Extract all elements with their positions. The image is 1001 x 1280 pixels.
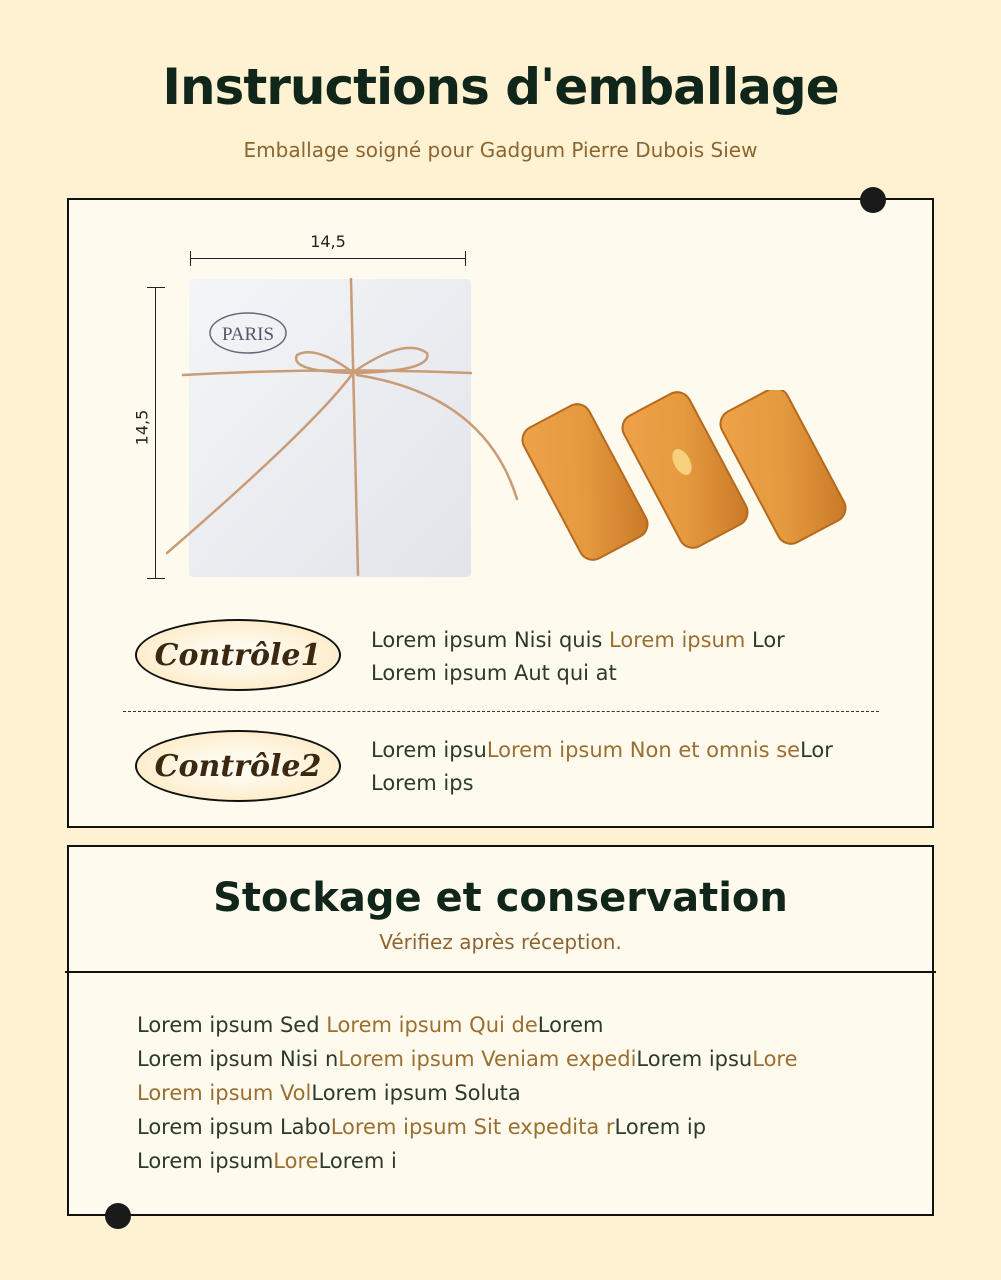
control-2-text <box>371 734 891 800</box>
text-line <box>371 657 891 690</box>
highlight-text: Lorem ipsum Veniam expedi <box>338 1047 637 1071</box>
body-text: Lor <box>800 738 833 762</box>
decorative-dot <box>860 187 886 213</box>
body-text: Lorem ipsum Soluta <box>311 1081 521 1105</box>
body-text: Lorem ipsu <box>371 738 487 762</box>
highlight-text: Lorem ipsum <box>609 628 746 652</box>
highlight-text: Lorem ipsum Sit expedita r <box>330 1115 615 1139</box>
text-line <box>137 1076 897 1110</box>
body-text: Lorem ipsum Nisi quis <box>371 628 610 652</box>
width-dimension-line <box>190 258 466 259</box>
storage-text <box>137 1008 897 1178</box>
body-text: Lorem ipsum <box>137 1149 274 1173</box>
storage-divider <box>65 971 936 973</box>
body-text: Lorem ipsum Sed <box>137 1013 327 1037</box>
body-text: Lorem i <box>318 1149 397 1173</box>
decorative-dot <box>105 1203 131 1229</box>
body-text: Lor <box>745 628 785 652</box>
dashed-divider <box>123 711 879 712</box>
highlight-text: Lore <box>752 1047 798 1071</box>
control-1-text <box>371 624 891 690</box>
text-line <box>371 624 891 657</box>
body-text: Lorem ips <box>371 771 474 795</box>
paris-stamp-text: PARIS <box>221 324 275 345</box>
text-line <box>137 1042 897 1076</box>
body-text: Lorem <box>537 1013 604 1037</box>
width-dimension-label: 14,5 <box>310 232 346 251</box>
body-text: Lorem ipsu <box>636 1047 753 1071</box>
text-line <box>137 1008 897 1042</box>
text-line <box>371 767 891 800</box>
financier-cakes-image <box>520 390 865 570</box>
text-line <box>371 734 891 767</box>
body-text: Lorem ipsum Nisi n <box>137 1047 339 1071</box>
page-title: Instructions d'emballage <box>162 58 839 116</box>
body-text: Lorem ip <box>614 1115 707 1139</box>
highlight-text: Lore <box>273 1149 319 1173</box>
highlight-text: Lorem ipsum Vol <box>137 1081 312 1105</box>
height-dimension-line <box>155 287 156 579</box>
text-line <box>137 1110 897 1144</box>
storage-title: Stockage et conservation <box>213 875 788 921</box>
highlight-text: Lorem ipsum Non et omnis se <box>486 738 801 762</box>
wrapped-package-image <box>165 275 525 585</box>
body-text: Lorem ipsum Labo <box>137 1115 331 1139</box>
text-line <box>137 1144 897 1178</box>
page-subtitle: Emballage soigné pour Gadgum Pierre Dubois Siew <box>243 138 758 162</box>
control-1-badge: Contrôle1 <box>135 619 341 691</box>
highlight-text: Lorem ipsum Qui de <box>326 1013 538 1037</box>
storage-subtitle: Vérifiez après réception. <box>379 930 622 954</box>
body-text: Lorem ipsum Aut qui at <box>371 661 617 685</box>
height-dimension-label: 14,5 <box>132 409 152 446</box>
control-2-badge: Contrôle2 <box>135 730 341 802</box>
